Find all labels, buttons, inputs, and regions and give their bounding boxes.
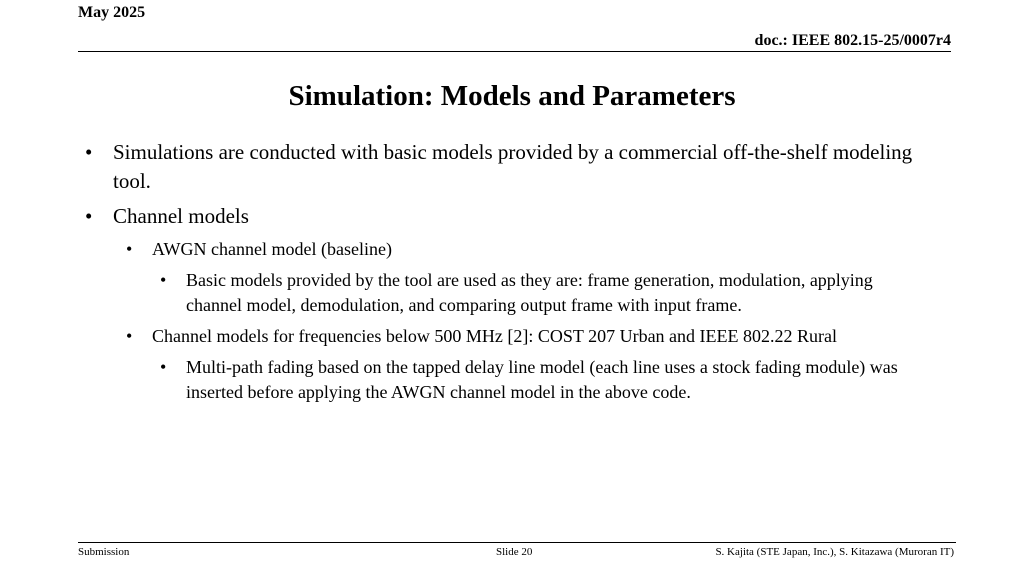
bullet-basic-models bbox=[83, 268, 933, 318]
bullet-multipath bbox=[83, 355, 933, 405]
bullet-simulations bbox=[83, 138, 933, 196]
footer-divider bbox=[78, 542, 956, 543]
bullet-dot: • bbox=[126, 326, 133, 346]
bullet-dot: • bbox=[160, 270, 167, 290]
footer-slide-number: Slide 20 bbox=[496, 546, 533, 558]
bullet-dot: • bbox=[160, 357, 167, 377]
bullet-channel-models bbox=[83, 202, 933, 231]
bullet-awgn bbox=[83, 237, 933, 262]
bullet-text: Multi-path fading based on the tapped delay line model (each line uses a stock fading module) was inserted before applying the AWGN channel model in the above code. bbox=[186, 357, 898, 402]
bullet-sub500mhz bbox=[83, 324, 933, 349]
header-doc-id: doc.: IEEE 802.15-25/0007r4 bbox=[754, 32, 951, 49]
footer-submission: Submission bbox=[78, 546, 130, 558]
bullet-text: AWGN channel model (baseline) bbox=[152, 239, 392, 259]
bullet-dot: • bbox=[85, 140, 93, 164]
slide-content bbox=[83, 138, 933, 411]
bullet-text: Simulations are conducted with basic models provided by a commercial off-the-shelf modeling tool. bbox=[113, 140, 913, 193]
bullet-dot: • bbox=[126, 239, 133, 259]
bullet-dot: • bbox=[85, 204, 93, 228]
header-divider bbox=[78, 51, 951, 52]
header-date: May 2025 bbox=[78, 4, 146, 21]
bullet-text: Channel models bbox=[113, 204, 249, 228]
footer-authors: S. Kajita (STE Japan, Inc.), S. Kitazawa (Muroran IT) bbox=[715, 546, 954, 558]
bullet-text: Basic models provided by the tool are used as they are: frame generation, modulation, applying channel model, demodulation, and comparing output frame with input frame. bbox=[186, 270, 873, 315]
slide-title: Simulation: Models and Parameters bbox=[288, 80, 736, 112]
bullet-text: Channel models for frequencies below 500 MHz [2]: COST 207 Urban and IEEE 802.22 Rural bbox=[152, 326, 838, 346]
